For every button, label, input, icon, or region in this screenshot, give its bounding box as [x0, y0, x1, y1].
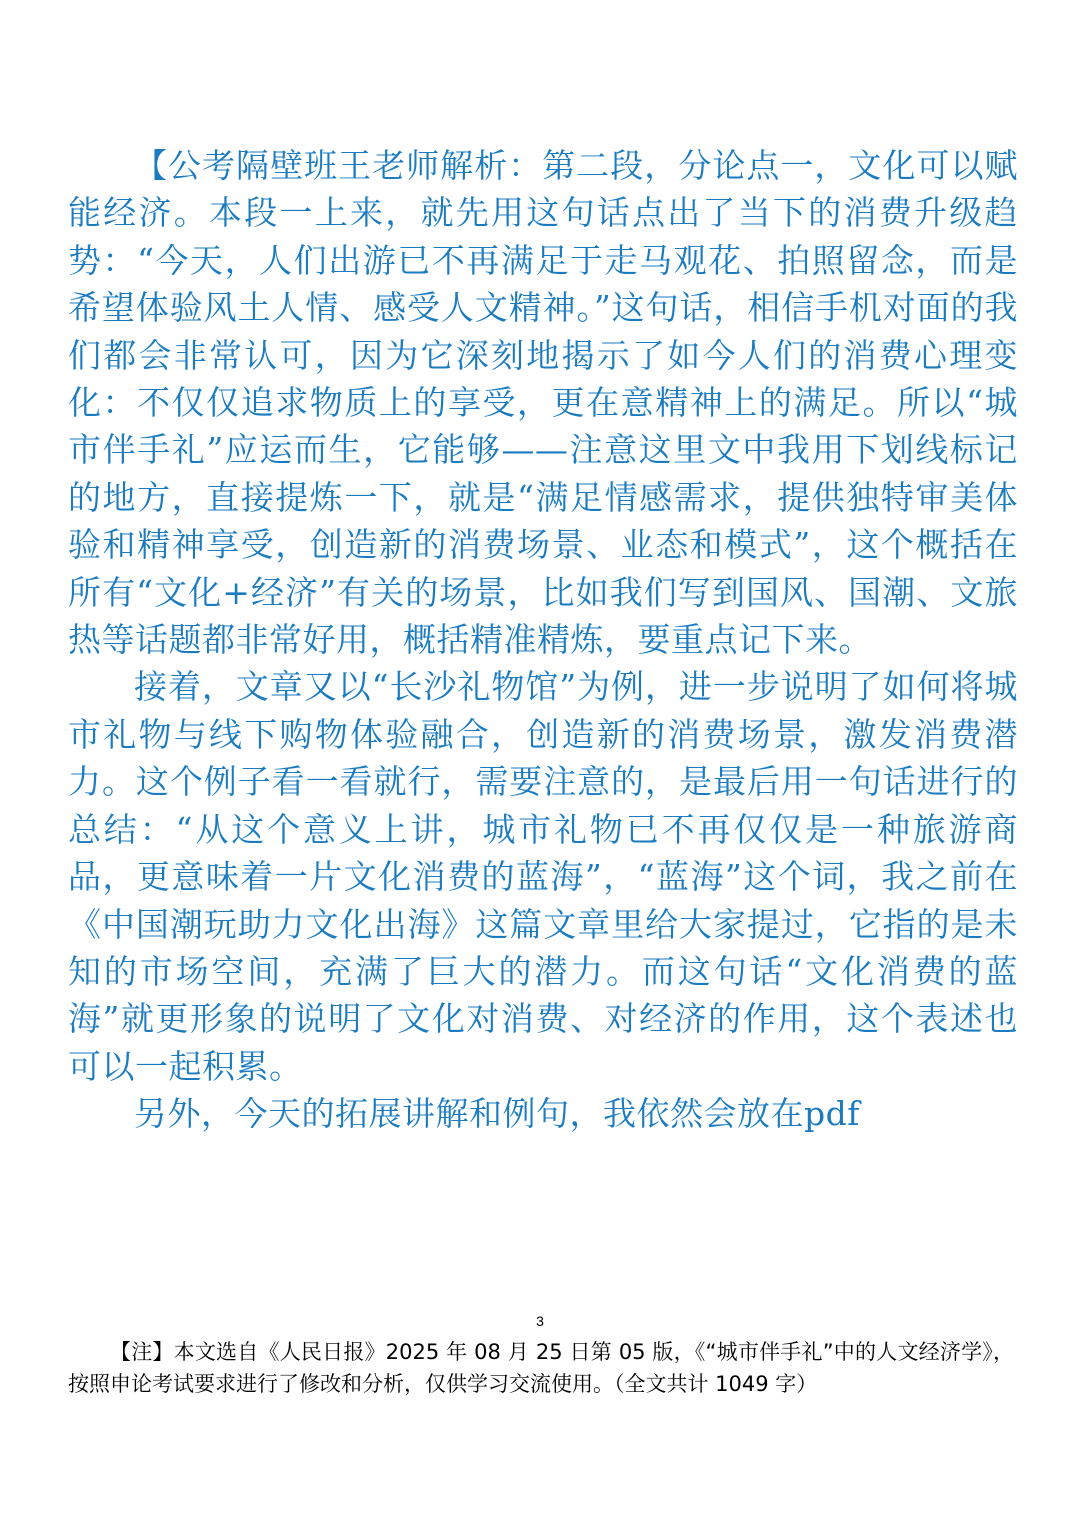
analysis-paragraph-3: 另外，今天的拓展讲解和例句，我依然会放在pdf	[134, 1094, 860, 1134]
analysis-body	[68, 142, 1018, 1138]
analysis-paragraph-1: 【公考隔壁班王老师解析：第二段，分论点一，文化可以赋能经济。本段一上来，就先用这句话点出了当下的消费升级趋势：“今天，人们出游已不再满足于走马观花、拍照留念，而是希望体验风土人情、感受人文精神。”这句话，相信手机对面的我们都会非常认可，因为它深刻地揭示了如今人们的消费心理变化：不仅仅追求物质上的享受，更在意精神上的满足。所以“城市伴手礼”应运而生，它能够——注意这里文中我用下划线标记的地方，直接提炼一下，就是“满足情感需求，提供独特审美体验和精神享受，创造新的消费场景、业态和模式”，这个概括在所有“文化+经济”有关的场景，比如我们写到国风、国潮、文旅热等话题都非常好用，概括精准精炼，要重点记下来。	[68, 146, 1018, 660]
analysis-paragraph-2: 接着，文章又以“长沙礼物馆”为例，进一步说明了如何将城市礼物与线下购物体验融合，创造新的消费场景，激发消费潜力。这个例子看一看就行，需要注意的，是最后用一句话进行的总结：“从这个意义上讲，城市礼物已不再仅仅是一种旅游商品，更意味着一片文化消费的蓝海”，“蓝海”这个词，我之前在《中国潮玩助力文化出海》这篇文章里给大家提过，它指的是未知的市场空间，充满了巨大的潜力。而这句话“文化消费的蓝海”就更形象的说明了文化对消费、对经济的作用，这个表述也可以一起积累。	[68, 667, 1018, 1086]
source-note: 【注】本文选自《人民日报》2025 年 08 月 25 日第 05 版，《“城市伴手礼”中的人文经济学》，按照申论考试要求进行了修改和分析，仅供学习交流使用。（全文共计 1049 字）	[68, 1340, 1014, 1396]
page-number: 3	[536, 1313, 544, 1329]
